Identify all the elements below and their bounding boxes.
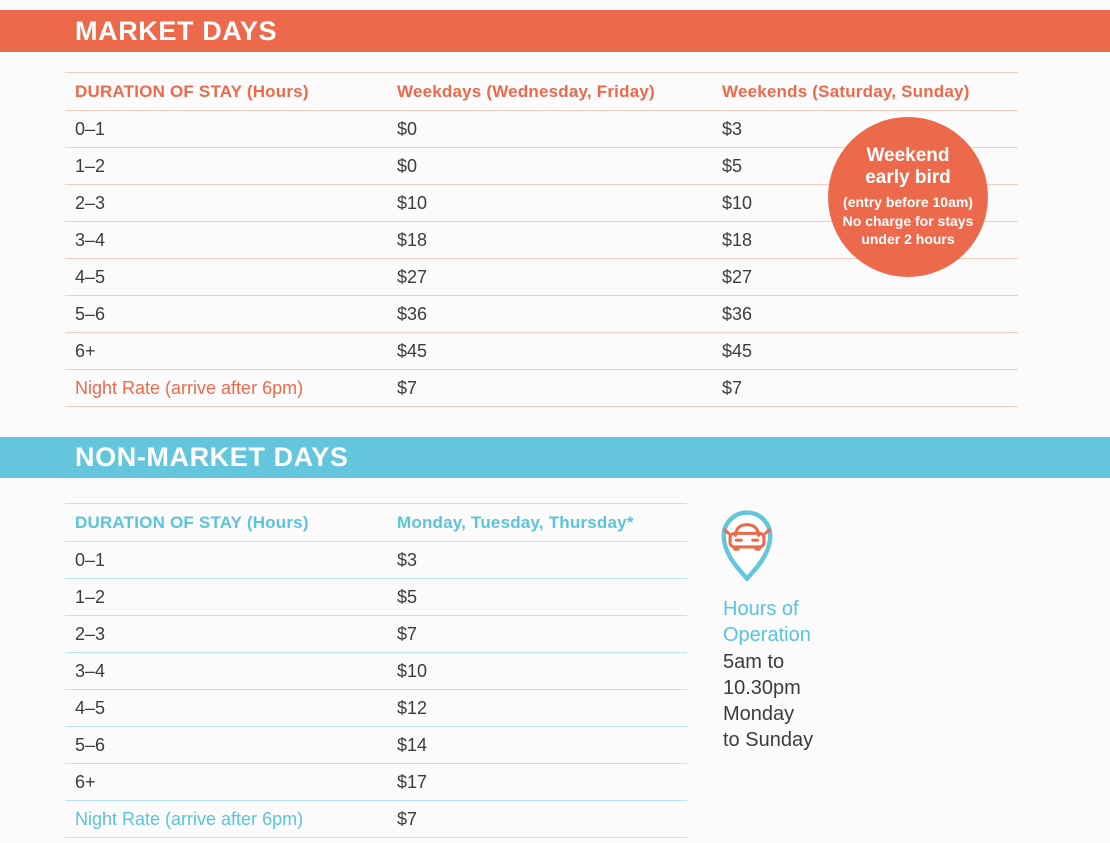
duration-cell: 5–6	[75, 303, 106, 324]
weekend-rate-cell: $18	[722, 229, 753, 250]
market-days-title: MARKET DAYS	[75, 15, 278, 46]
rate-cell: $3	[397, 549, 418, 570]
non-market-days-title: NON-MARKET DAYS	[75, 442, 349, 472]
duration-cell: 3–4	[75, 229, 106, 250]
rate-cell: $7	[397, 808, 418, 829]
hours-body-line: 5am to	[723, 651, 785, 673]
table-row	[65, 764, 687, 801]
weekend-rate-cell: $45	[722, 340, 753, 361]
weekend-early-bird-badge	[828, 117, 988, 277]
rate-cell: $17	[397, 771, 428, 792]
hours-of-operation-block	[716, 506, 896, 753]
table-row	[65, 727, 687, 764]
weekday-rate-cell: $27	[397, 266, 428, 287]
duration-cell: Night Rate (arrive after 6pm)	[75, 377, 304, 398]
table-row	[65, 579, 687, 616]
table-row	[65, 333, 1018, 370]
hours-heading-line: Hours of	[723, 598, 799, 620]
badge-title-line: early bird	[865, 167, 951, 189]
night-rate-row	[65, 370, 1018, 407]
car-location-pin-icon	[716, 506, 778, 584]
non-market-table-header-row	[65, 504, 687, 542]
column-header-weekdays: Weekdays (Wednesday, Friday)	[397, 81, 655, 101]
hours-body-line: to Sunday	[723, 729, 814, 751]
rate-cell: $7	[397, 623, 418, 644]
weekend-rate-cell: $10	[722, 192, 753, 213]
column-header-duration: DURATION OF STAY (Hours)	[75, 512, 309, 532]
weekday-rate-cell: $0	[397, 155, 418, 176]
duration-cell: 6+	[75, 771, 96, 792]
duration-cell: 4–5	[75, 697, 106, 718]
weekend-rate-cell: $5	[722, 155, 743, 176]
duration-cell: 1–2	[75, 155, 106, 176]
weekend-rate-cell: $36	[722, 303, 753, 324]
column-header-weekends: Weekends (Saturday, Sunday)	[722, 81, 970, 101]
market-table-header-row	[65, 73, 1018, 111]
duration-cell: 4–5	[75, 266, 106, 287]
weekday-rate-cell: $7	[397, 377, 418, 398]
badge-note-line: No charge for stays	[842, 212, 974, 229]
duration-cell: Night Rate (arrive after 6pm)	[75, 808, 304, 829]
market-days-header-bar	[0, 10, 1110, 52]
duration-cell: 2–3	[75, 623, 106, 644]
column-header-days: Monday, Tuesday, Thursday*	[397, 512, 634, 532]
duration-cell: 6+	[75, 340, 96, 361]
badge-title-line: Weekend	[866, 145, 950, 167]
table-row	[65, 653, 687, 690]
weekday-rate-cell: $36	[397, 303, 428, 324]
weekday-rate-cell: $45	[397, 340, 428, 361]
rate-cell: $10	[397, 660, 428, 681]
rate-cell: $14	[397, 734, 428, 755]
duration-cell: 1–2	[75, 586, 106, 607]
weekday-rate-cell: $0	[397, 118, 418, 139]
duration-cell: 5–6	[75, 734, 106, 755]
table-row	[65, 690, 687, 727]
table-row	[65, 616, 687, 653]
non-market-days-table	[65, 503, 687, 838]
weekend-rate-cell: $7	[722, 377, 743, 398]
table-row	[65, 542, 687, 579]
column-header-duration: DURATION OF STAY (Hours)	[75, 81, 309, 101]
badge-note-line: (entry before 10am)	[843, 194, 973, 211]
non-market-days-header-bar	[0, 437, 1110, 478]
badge-note-line: under 2 hours	[861, 231, 955, 248]
hours-body-line: Monday	[723, 703, 795, 725]
hours-heading-line: Operation	[723, 624, 811, 646]
duration-cell: 0–1	[75, 118, 106, 139]
duration-cell: 2–3	[75, 192, 106, 213]
rate-cell: $12	[397, 697, 428, 718]
duration-cell: 0–1	[75, 549, 106, 570]
duration-cell: 3–4	[75, 660, 106, 681]
night-rate-row	[65, 801, 687, 838]
weekday-rate-cell: $18	[397, 229, 428, 250]
weekday-rate-cell: $10	[397, 192, 428, 213]
table-row	[65, 296, 1018, 333]
weekend-rate-cell: $27	[722, 266, 753, 287]
rate-cell: $5	[397, 586, 418, 607]
hours-body-line: 10.30pm	[723, 677, 801, 699]
weekend-rate-cell: $3	[722, 118, 743, 139]
